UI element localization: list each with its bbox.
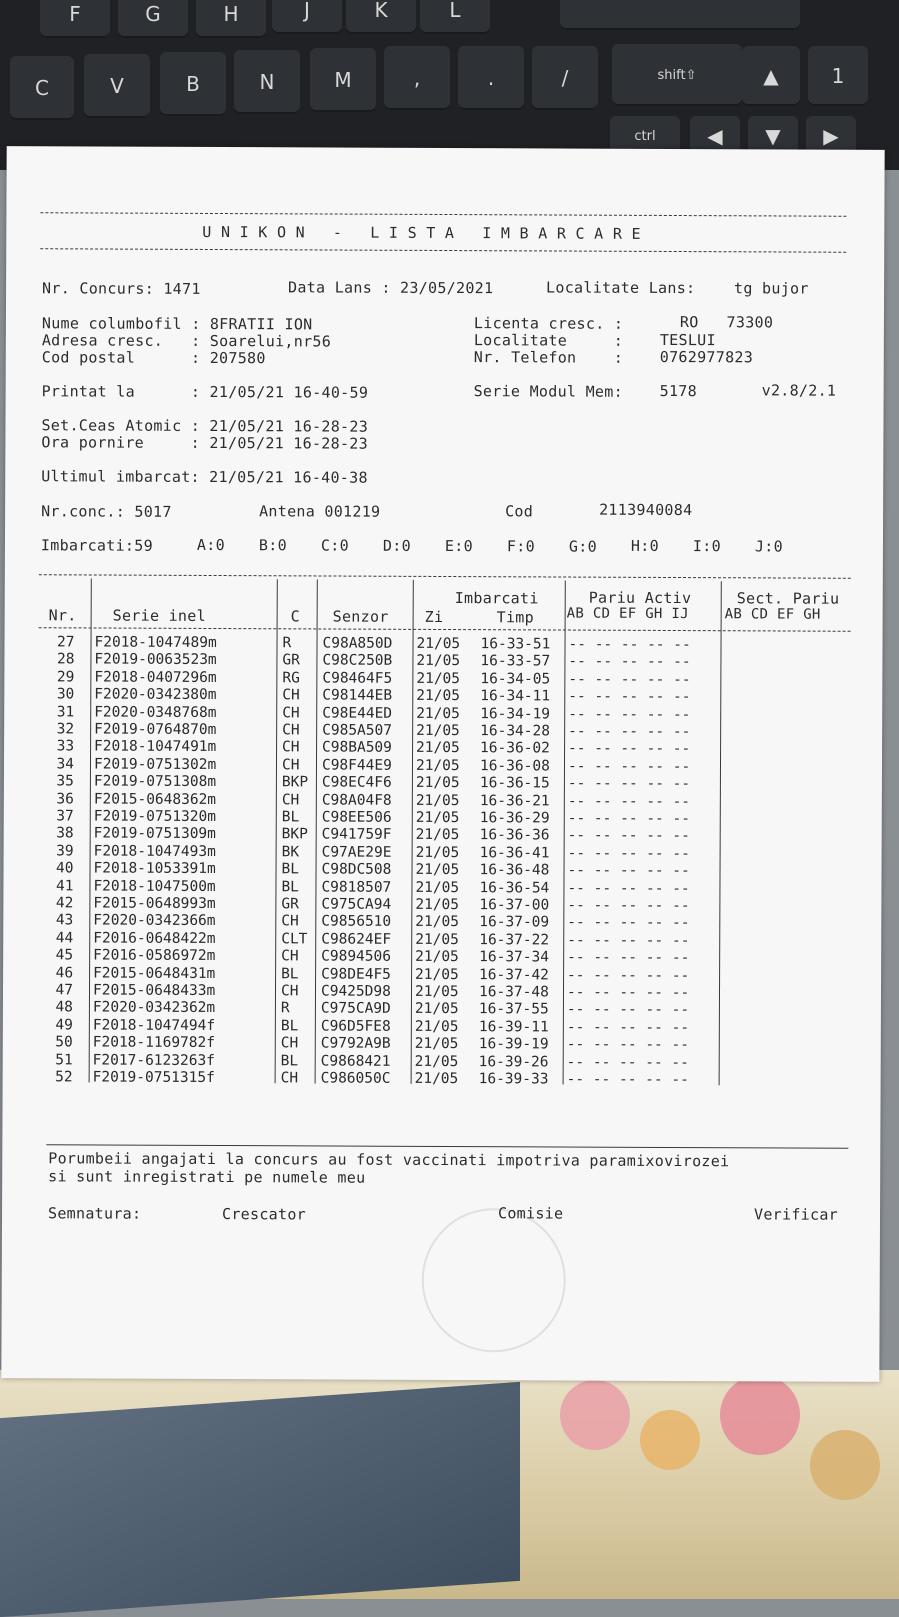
cell-pariu: -- -- -- -- -- xyxy=(568,706,691,723)
cell-color: BL xyxy=(281,809,300,826)
cell-nr: 48 xyxy=(55,999,73,1016)
cell-timp: 16-36-21 xyxy=(479,792,550,810)
nr-conc: Nr.conc.: 5017 xyxy=(41,502,172,521)
key-shift: shift⇧ xyxy=(612,44,742,106)
cell-color: BL xyxy=(281,965,299,982)
cell-timp: 16-37-42 xyxy=(479,966,549,984)
cell-serie: F2018-1047494f xyxy=(92,1017,216,1034)
cell-color: GR xyxy=(281,896,299,913)
cell-nr: 49 xyxy=(55,1017,73,1034)
key-backspace xyxy=(560,0,800,30)
printed-report xyxy=(1,146,884,1382)
antena: Antena 001219 xyxy=(259,502,381,521)
cell-zi: 21/05 xyxy=(414,1018,459,1035)
cell-nr: 38 xyxy=(56,825,74,842)
cell-nr: 31 xyxy=(56,703,75,720)
cell-nr: 32 xyxy=(56,721,75,738)
cell-serie: F2018-0407296m xyxy=(94,669,217,686)
cell-serie: F2018-1047489m xyxy=(94,634,217,652)
key-m: M xyxy=(310,48,376,112)
imbarcati-j: J:0 xyxy=(754,537,783,556)
cell-senzor: C98F44E9 xyxy=(321,757,392,774)
cell-color: CH xyxy=(280,1035,299,1052)
key-comma: , xyxy=(384,46,450,110)
imbarcati-g: G:0 xyxy=(568,537,597,556)
adresa: Adresa cresc. : Soarelui,nr56 xyxy=(41,331,332,351)
denim-background xyxy=(0,1382,520,1617)
localitate-label: Localitate : xyxy=(473,331,624,350)
cell-zi: 21/05 xyxy=(416,722,460,740)
cell-timp: 16-37-00 xyxy=(479,897,550,914)
cell-senzor: C98E44ED xyxy=(322,705,393,722)
cell-senzor: C98A850D xyxy=(322,635,393,652)
localitate-value: TESLUI xyxy=(659,330,716,350)
cell-serie: F2020-0342380m xyxy=(94,686,217,704)
cell-nr: 44 xyxy=(55,930,74,947)
key-left: ◀ xyxy=(690,116,740,156)
cell-pariu: -- -- -- -- -- xyxy=(567,880,690,897)
cell-nr: 39 xyxy=(56,843,74,860)
flower-pattern xyxy=(810,1430,880,1500)
cell-color: CH xyxy=(282,687,300,704)
licenta-value: RO 73300 xyxy=(679,313,774,332)
cell-pariu: -- -- -- -- -- xyxy=(566,1019,690,1036)
cell-senzor: C98144EB xyxy=(322,687,393,704)
key-ctrl: ctrl xyxy=(610,116,680,156)
table-header-bottom xyxy=(39,627,851,632)
cell-color: GR xyxy=(282,652,300,669)
cell-zi: 21/05 xyxy=(415,862,460,879)
stamp-mark xyxy=(421,1208,566,1353)
key-k: K xyxy=(346,0,416,34)
cell-serie: F2019-0751309m xyxy=(93,825,216,843)
cell-pariu: -- -- -- -- -- xyxy=(568,636,691,654)
cell-color: R xyxy=(282,635,292,652)
cell-zi: 21/05 xyxy=(416,705,460,722)
imbarcati-a: A:0 xyxy=(196,535,225,555)
cell-nr: 42 xyxy=(55,895,74,912)
key-v: V xyxy=(84,54,150,118)
data-lans: Data Lans : 23/05/2021 xyxy=(288,278,494,298)
cell-timp: 16-36-02 xyxy=(480,740,550,757)
cell-senzor: C9425D98 xyxy=(320,983,391,1000)
cod-value: 2113940084 xyxy=(599,500,693,520)
cell-zi: 21/05 xyxy=(414,983,459,1001)
cell-timp: 16-37-48 xyxy=(478,984,549,1001)
cell-nr: 50 xyxy=(55,1034,73,1051)
cell-zi: 21/05 xyxy=(414,1070,459,1088)
cell-pariu: -- -- -- -- -- xyxy=(567,862,690,880)
cell-senzor: C98BA509 xyxy=(322,739,392,757)
imbarcati-c: C:0 xyxy=(320,536,349,555)
cell-timp: 16-34-28 xyxy=(480,723,551,740)
printat-la: Printat la : 21/05/21 16-40-59 xyxy=(41,382,369,402)
footer-line-1: Porumbeii angajati la concurs au fost vaccinati impotriva paramixovirozei xyxy=(48,1149,730,1171)
cell-senzor: C975CA94 xyxy=(321,896,392,913)
cell-nr: 45 xyxy=(55,947,74,964)
cell-pariu: -- -- -- -- -- xyxy=(567,897,690,915)
cell-zi: 21/05 xyxy=(415,792,460,809)
cell-pariu: -- -- -- -- -- xyxy=(567,932,690,949)
cell-timp: 16-34-05 xyxy=(480,670,551,688)
key-1: 1 xyxy=(808,46,868,106)
cell-pariu: -- -- -- -- -- xyxy=(567,949,690,967)
cell-nr: 28 xyxy=(56,651,75,668)
key-down: ▼ xyxy=(748,116,798,156)
cell-zi: 21/05 xyxy=(415,757,460,774)
cell-pariu: -- -- -- -- -- xyxy=(566,1001,690,1019)
ora-pornire: Ora pornire : 21/05/21 16-28-23 xyxy=(41,433,369,453)
cell-color: BL xyxy=(281,878,299,895)
key-h: H xyxy=(196,0,266,38)
cell-senzor: C97AE29E xyxy=(321,844,392,861)
serie-modul-label: Serie Modul Mem: xyxy=(473,382,623,401)
cell-pariu: -- -- -- -- -- xyxy=(568,653,691,671)
cell-timp: 16-36-08 xyxy=(479,757,550,775)
imbarcati-h: H:0 xyxy=(630,536,659,555)
cell-zi: 21/05 xyxy=(415,931,459,948)
ultimul-imbarcat: Ultimul imbarcat: 21/05/21 16-40-38 xyxy=(41,467,368,487)
cell-pariu: -- -- -- -- -- xyxy=(566,984,690,1002)
cell-color: CH xyxy=(282,739,300,756)
cell-senzor: C98624EF xyxy=(321,931,392,948)
key-up: ▲ xyxy=(742,46,800,106)
cell-timp: 16-36-54 xyxy=(479,879,550,897)
flower-pattern xyxy=(640,1410,700,1470)
cell-color: RG xyxy=(282,670,300,687)
semnatura-label: Semnatura: xyxy=(47,1204,142,1223)
cell-timp: 16-34-11 xyxy=(480,688,551,705)
cell-nr: 35 xyxy=(56,773,74,790)
cell-serie: F2018-1047491m xyxy=(94,738,217,756)
cell-senzor: C98EC4F6 xyxy=(321,774,392,791)
telefon-label: Nr. Telefon : xyxy=(473,348,624,367)
key-g: G xyxy=(118,0,188,38)
header-pariu: Pariu Activ xyxy=(588,588,692,608)
cell-senzor: C9856510 xyxy=(321,913,392,931)
telefon-value: 0762977823 xyxy=(659,347,754,367)
cell-pariu: -- -- -- -- -- xyxy=(566,1071,689,1089)
cell-zi: 21/05 xyxy=(415,896,460,914)
cell-color: CH xyxy=(281,948,299,965)
cell-nr: 40 xyxy=(56,860,74,877)
cell-serie: F2019-0063523m xyxy=(94,651,217,669)
cell-pariu: -- -- -- -- -- xyxy=(567,914,690,932)
version: v2.8/2.1 xyxy=(761,381,837,400)
header-zi: Zi xyxy=(424,607,444,626)
cell-pariu: -- -- -- -- -- xyxy=(567,845,690,862)
cell-timp: 16-36-29 xyxy=(479,810,550,827)
cell-serie: F2015-0648431m xyxy=(93,965,216,982)
table-row xyxy=(3,1069,883,1090)
cell-zi: 21/05 xyxy=(416,740,460,757)
cod-label: Cod xyxy=(505,502,534,521)
cell-senzor: C9818507 xyxy=(321,879,392,896)
cell-zi: 21/05 xyxy=(415,775,460,792)
cell-senzor: C9894506 xyxy=(321,948,392,965)
cell-timp: 16-36-41 xyxy=(479,844,550,862)
cell-color: BL xyxy=(281,861,300,878)
cell-senzor: C98EE506 xyxy=(321,809,392,826)
cell-serie: F2018-1169782f xyxy=(92,1034,216,1052)
cell-senzor: C9868421 xyxy=(320,1053,391,1070)
cell-serie: F2019-0764870m xyxy=(94,721,217,739)
cell-pariu: -- -- -- -- -- xyxy=(566,1036,690,1054)
cell-pariu: -- -- -- -- -- xyxy=(568,688,691,706)
cell-nr: 46 xyxy=(55,964,74,981)
cell-zi: 21/05 xyxy=(416,635,461,653)
cell-color: CH xyxy=(281,757,300,774)
cell-serie: F2015-0648362m xyxy=(93,791,217,808)
imbarcati-total: Imbarcati:59 xyxy=(40,536,153,555)
nr-concurs: Nr. Concurs: 1471 xyxy=(42,279,201,298)
footer-rule xyxy=(46,1144,848,1148)
key-period: . xyxy=(458,46,524,110)
cell-serie: F2018-1047493m xyxy=(93,843,216,860)
cell-color: CH xyxy=(282,722,300,739)
header-imbarcati: Imbarcati xyxy=(454,589,539,608)
cell-zi: 21/05 xyxy=(415,809,460,827)
cell-nr: 51 xyxy=(55,1051,73,1068)
imbarcati-b: B:0 xyxy=(258,536,287,555)
cell-serie: F2017-6123263f xyxy=(92,1052,215,1069)
cell-color: CH xyxy=(282,704,300,721)
cell-pariu: -- -- -- -- -- xyxy=(568,723,691,741)
cell-senzor: C98464F5 xyxy=(322,670,393,687)
cell-nr: 37 xyxy=(56,808,74,825)
flower-pattern xyxy=(720,1375,800,1455)
cell-pariu: -- -- -- -- -- xyxy=(567,827,690,845)
cell-senzor: C975CA9D xyxy=(320,1000,391,1018)
cell-zi: 21/05 xyxy=(416,688,460,705)
cell-nr: 52 xyxy=(55,1069,73,1086)
cell-zi: 21/05 xyxy=(415,966,459,983)
cell-senzor: C98A04F8 xyxy=(321,792,392,809)
cell-color: CH xyxy=(280,983,299,1000)
cell-nr: 47 xyxy=(55,982,74,999)
cell-color: BL xyxy=(280,1052,299,1069)
cell-timp: 16-33-51 xyxy=(480,636,551,653)
localitate-lans-value: tg bujor xyxy=(734,279,809,298)
cell-senzor: C96D5FE8 xyxy=(320,1018,391,1035)
key-b: B xyxy=(160,52,226,116)
cell-timp: 16-39-33 xyxy=(478,1071,549,1088)
cell-color: BKP xyxy=(281,826,308,843)
cell-senzor: C986050C xyxy=(320,1070,391,1087)
cell-nr: 30 xyxy=(56,686,75,703)
cell-nr: 27 xyxy=(57,634,75,651)
report-title: U N I K O N - L I S T A I M B A R C A R E xyxy=(202,222,641,243)
cell-color: BK xyxy=(281,844,300,861)
serie-modul-value: 5178 xyxy=(659,381,697,401)
cell-timp: 16-37-55 xyxy=(478,1001,549,1018)
key-c: C xyxy=(10,56,74,120)
header-c: C xyxy=(290,607,301,626)
crescator-label: Crescator xyxy=(221,1205,307,1224)
cell-serie: F2019-0751320m xyxy=(93,808,217,826)
cell-serie: F2019-0751315f xyxy=(92,1069,215,1087)
cell-senzor: C98DC508 xyxy=(321,861,392,878)
cell-nr: 33 xyxy=(56,738,75,755)
key-l: L xyxy=(420,0,490,34)
cell-pariu: -- -- -- -- -- xyxy=(566,1054,689,1071)
cell-timp: 16-36-36 xyxy=(479,827,550,844)
cell-timp: 16-37-34 xyxy=(479,949,550,966)
cell-nr: 41 xyxy=(55,877,74,894)
header-pariu-sub: AB CD EF GH IJ xyxy=(566,605,689,623)
cell-senzor: C941759F xyxy=(321,826,392,844)
imbarcati-i: I:0 xyxy=(692,537,721,556)
footer-line-2: si sunt inregistrati pe numele meu xyxy=(48,1167,366,1187)
comisie-label: Comisie xyxy=(498,1204,564,1223)
key-right: ▶ xyxy=(806,116,856,156)
cell-serie: F2020-0342362m xyxy=(92,999,216,1017)
key-n: N xyxy=(234,50,300,114)
cell-zi: 21/05 xyxy=(416,653,461,670)
cell-serie: F2020-0342366m xyxy=(93,912,216,930)
cell-color: R xyxy=(280,1000,290,1017)
cell-zi: 21/05 xyxy=(416,670,461,687)
cell-pariu: -- -- -- -- -- xyxy=(567,758,691,775)
cell-senzor: C9792A9B xyxy=(320,1035,391,1052)
header-sect: Sect. Pariu xyxy=(736,589,840,608)
cell-pariu: -- -- -- -- -- xyxy=(567,775,691,793)
cell-serie: F2020-0348768m xyxy=(94,704,217,721)
cell-pariu: -- -- -- -- -- xyxy=(567,810,691,828)
cell-zi: 21/05 xyxy=(415,879,460,896)
cell-timp: 16-33-57 xyxy=(480,653,551,670)
cell-nr: 34 xyxy=(56,756,75,773)
cell-serie: F2018-1047500m xyxy=(93,878,216,895)
cell-color: CH xyxy=(280,1070,299,1087)
cell-zi: 21/05 xyxy=(415,844,460,861)
cell-timp: 16-34-19 xyxy=(480,705,551,723)
cell-nr: 29 xyxy=(56,669,75,686)
title-border-bottom xyxy=(40,248,846,253)
title-border-top xyxy=(40,212,846,217)
imbarcati-f: F:0 xyxy=(506,537,535,556)
laptop-keyboard xyxy=(0,0,899,170)
cell-nr: 36 xyxy=(56,790,74,807)
verificar-label: Verificar xyxy=(753,1205,839,1224)
imbarcati-e: E:0 xyxy=(444,537,473,556)
cell-color: BKP xyxy=(281,774,309,791)
key-f: F xyxy=(40,0,110,38)
cod-postal: Cod postal : 207580 xyxy=(41,348,266,368)
cell-zi: 21/05 xyxy=(415,914,459,931)
header-timp: Timp xyxy=(496,608,535,627)
cell-senzor: C98DE4F5 xyxy=(321,966,391,983)
cell-zi: 21/05 xyxy=(415,827,460,844)
cell-pariu: -- -- -- -- -- xyxy=(567,793,691,810)
key-j: J xyxy=(272,0,342,34)
cell-pariu: -- -- -- -- -- xyxy=(568,671,691,688)
cell-timp: 16-39-11 xyxy=(478,1018,549,1036)
cell-zi: 21/05 xyxy=(414,1036,459,1053)
licenta-label: Licenta cresc. : xyxy=(473,314,624,333)
cell-timp: 16-36-15 xyxy=(479,775,550,792)
cell-color: CH xyxy=(281,913,299,930)
cell-senzor: C98C250B xyxy=(322,652,393,670)
header-serie: Serie inel xyxy=(112,606,206,625)
cell-serie: F2019-0751308m xyxy=(93,773,217,791)
cell-zi: 21/05 xyxy=(415,949,459,966)
cell-color: CLT xyxy=(281,931,308,948)
cell-zi: 21/05 xyxy=(414,1053,459,1070)
cell-pariu: -- -- -- -- -- xyxy=(567,967,690,984)
header-senzor: Senzor xyxy=(332,607,389,626)
header-nr: Nr. xyxy=(48,606,77,625)
cell-timp: 16-37-09 xyxy=(479,914,550,931)
header-sect-sub: AB CD EF GH xyxy=(724,606,821,623)
cell-pariu: -- -- -- -- -- xyxy=(568,740,691,758)
cell-color: CH xyxy=(281,791,300,808)
cell-serie: F2015-0648993m xyxy=(93,895,216,913)
localitate-lans-label: Localitate Lans: xyxy=(546,278,696,298)
set-ceas-atomic: Set.Ceas Atomic : 21/05/21 16-28-23 xyxy=(41,416,369,436)
key-slash: / xyxy=(532,46,598,110)
cell-color: BL xyxy=(280,1018,299,1035)
cell-serie: F2018-1053391m xyxy=(93,860,216,878)
cell-serie: F2019-0751302m xyxy=(93,756,217,773)
cell-serie: F2015-0648433m xyxy=(92,982,216,1000)
flower-pattern xyxy=(560,1380,630,1450)
cell-serie: F2016-0586972m xyxy=(93,947,216,965)
cell-timp: 16-37-22 xyxy=(479,931,550,949)
nume-columbofil: Nume columbofil : 8FRATII ION xyxy=(41,314,313,334)
cell-zi: 21/05 xyxy=(414,1001,459,1018)
cell-timp: 16-36-48 xyxy=(479,862,550,879)
cell-timp: 16-39-19 xyxy=(478,1036,549,1053)
imbarcati-d: D:0 xyxy=(382,536,411,555)
cell-serie: F2016-0648422m xyxy=(93,930,216,947)
table-header-top xyxy=(39,574,851,579)
cell-timp: 16-39-26 xyxy=(478,1053,549,1071)
cell-nr: 43 xyxy=(55,912,74,929)
cell-senzor: C985A507 xyxy=(322,722,393,739)
